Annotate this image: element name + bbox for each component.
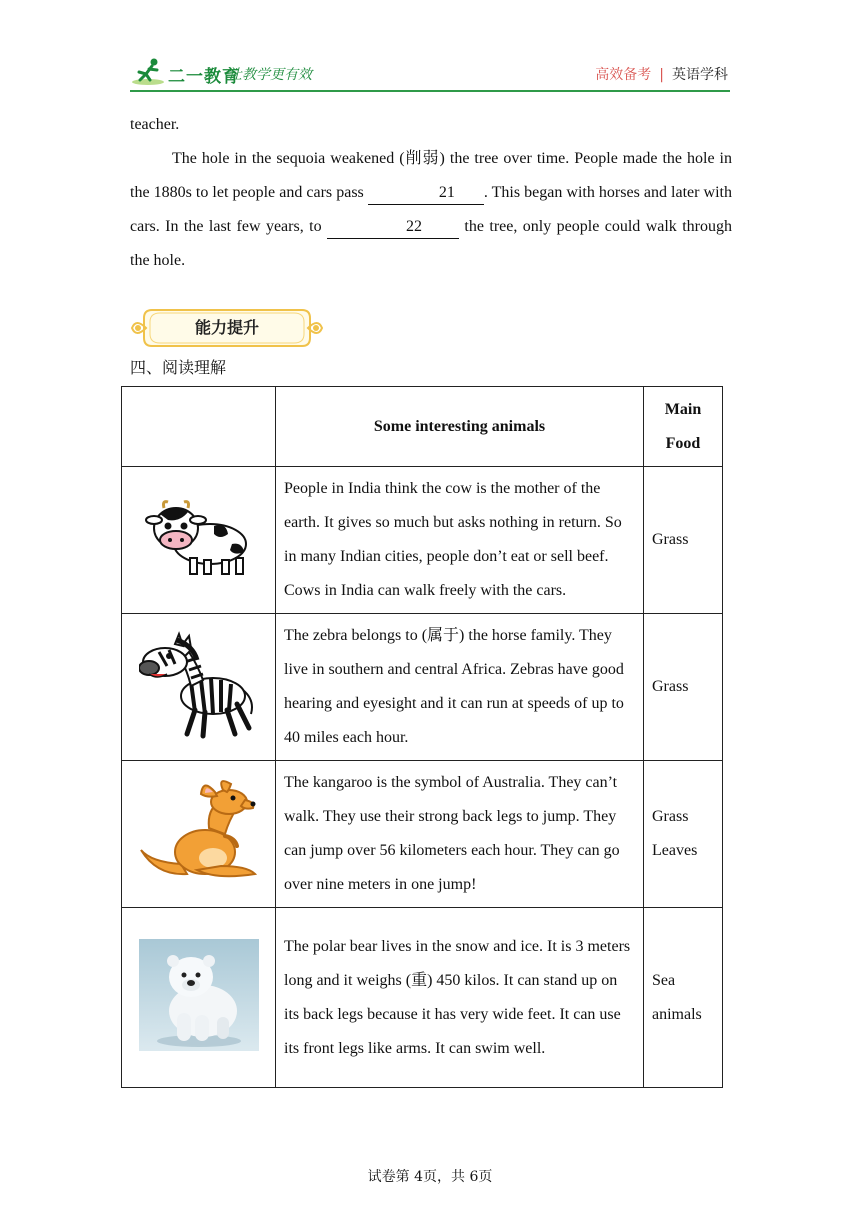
section-banner <box>130 306 324 350</box>
page-header <box>130 56 730 90</box>
page-footer: 试卷第 4页，共 6页 <box>367 1169 493 1185</box>
main-food-line1: Grass <box>652 808 689 825</box>
section-title: 四、阅读理解 <box>130 358 227 377</box>
cow-image-cell <box>122 467 276 614</box>
main-food <box>644 467 723 614</box>
blank-22[interactable]: 22 <box>327 216 459 239</box>
blank-21[interactable]: 21 <box>368 182 484 205</box>
header-food-line1: Main <box>664 400 702 418</box>
banner-label: 能力提升 <box>194 318 259 337</box>
logo <box>130 56 340 88</box>
passage-text: . This began with horses and later with cars. In the last few years, to <box>130 184 732 235</box>
main-food-line1: Grass <box>652 678 689 695</box>
table-row <box>122 614 723 761</box>
passage-text: The hole in the sequoia weakened (削弱) the tree over time. People made the hole in the 1880s to let people and cars pass <box>130 150 732 201</box>
zebra-image-cell <box>122 614 276 761</box>
animal-description: The kangaroo is the symbol of Australia. They can’t walk. They use their strong back legs to jump. They can jump over 56 kilometers each hour. They can go over nine meters in one jump! <box>276 761 644 908</box>
header-separator: | <box>659 67 664 83</box>
passage-paragraph <box>130 142 732 278</box>
kangaroo-icon <box>137 780 261 884</box>
polar-bear-icon <box>139 939 259 1051</box>
passage-text: the tree, only people could walk through the hole. <box>130 218 732 269</box>
header-desc-cell <box>276 387 644 467</box>
logo-text: 二一教育 <box>168 67 240 87</box>
main-food <box>644 761 723 908</box>
animals-table <box>121 386 723 1088</box>
table-header-row <box>122 387 723 467</box>
animal-description: The zebra belongs to (属于) the horse family. They live in southern and central Africa. Zebras have good hearing and eyesight and it can run at speeds of up to 40 miles each hour. <box>276 614 644 761</box>
header-tag-prep: 高效备考 <box>595 67 652 83</box>
kangaroo-image-cell <box>122 761 276 908</box>
header-tag-subject: 英语学科 <box>672 67 728 83</box>
table-row <box>122 467 723 614</box>
header-divider <box>130 90 730 92</box>
main-food-line2: animals <box>652 1005 702 1023</box>
main-food <box>644 908 723 1088</box>
passage-line: teacher. <box>130 116 180 133</box>
table-row <box>122 761 723 908</box>
main-food <box>644 614 723 761</box>
animal-description: People in India think the cow is the mother of the earth. It gives so much but asks nothing in return. So in many Indian cities, people don’t eat or sell beef. Cows in India can walk freely with the cars. <box>276 467 644 614</box>
header-food-cell <box>644 387 723 467</box>
zebra-icon <box>139 630 259 740</box>
runner-icon <box>130 56 166 88</box>
animal-description: The polar bear lives in the snow and ice. It is 3 meters long and it weighs (重) 450 kilos. It can stand up on its back legs because it has very wide feet. It can use its front legs like arms. It can swim well. <box>276 908 644 1088</box>
header-food-line2: Food <box>665 434 701 452</box>
header-desc: Some interesting animals <box>373 417 546 435</box>
passage <box>130 108 732 278</box>
main-food-line1: Grass <box>652 531 689 548</box>
logo-slogan: 让教学更有效 <box>228 67 312 83</box>
main-food-line2: Leaves <box>652 842 698 859</box>
header-empty-cell <box>122 387 276 467</box>
table-row <box>122 908 723 1088</box>
main-food-line1: Sea <box>652 971 676 989</box>
header-tags <box>595 64 728 84</box>
polar-bear-image-cell <box>122 908 276 1088</box>
cow-icon <box>144 498 254 578</box>
